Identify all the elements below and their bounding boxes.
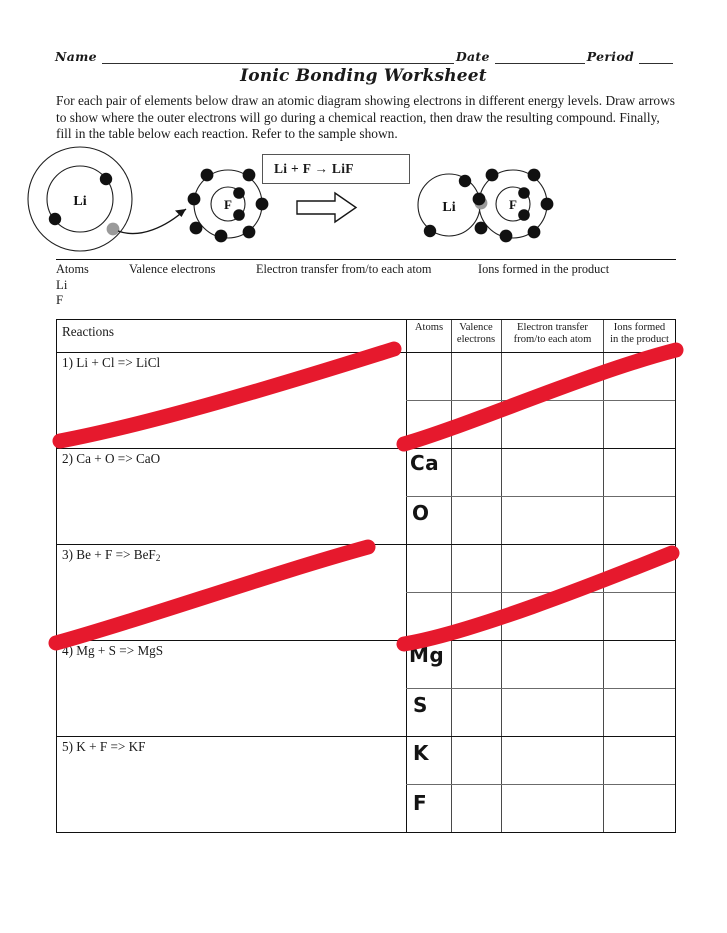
student-info-line	[55, 44, 675, 64]
table-column-divider	[501, 320, 502, 832]
sample-atom-list	[56, 278, 136, 308]
svg-text:F: F	[224, 197, 232, 212]
svg-text:Li: Li	[442, 200, 456, 215]
instructions-paragraph: For each pair of elements below draw an atomic diagram showing electrons in different energy levels. Draw arrows to show where the outer electrons will go during a chemical reaction, then draw the resulting compound. Finally, fill in the table below each reaction. Refer to the sample shown.	[56, 93, 675, 142]
col-header-atoms: Atoms	[414, 322, 444, 333]
handwritten-atom-ca: Ca	[410, 451, 440, 475]
table-subrow-divider	[406, 496, 675, 497]
sample-equation-box	[262, 154, 410, 184]
sample-divider-rule	[56, 259, 676, 260]
reaction-label-3: 3) Be + F => BeF$_2$	[62, 547, 161, 564]
valence-electron-gray	[107, 223, 120, 236]
reaction-label-4: 4) Mg + S => MgS	[62, 643, 164, 658]
sample-atom-row: Li	[56, 278, 68, 292]
electron-transfer-arrowhead	[175, 209, 186, 217]
table-subrow-divider	[406, 688, 675, 689]
sample-col-transfer: Electron transfer from/to each atom	[256, 262, 432, 276]
table-column-divider	[603, 320, 604, 832]
svg-text:Li: Li	[73, 194, 87, 209]
col-header-transfer: Electron transfer from/to each atom	[513, 322, 592, 345]
table-row-divider	[57, 640, 675, 641]
table-column-divider	[451, 320, 452, 832]
table-column-divider	[406, 320, 407, 832]
table-subrow-divider	[406, 784, 675, 785]
handwritten-atom-f: F	[413, 791, 428, 815]
table-row-divider	[57, 736, 675, 737]
table-subrow-divider	[406, 592, 675, 593]
handwritten-atom-s: S	[413, 693, 428, 717]
svg-text:F: F	[509, 197, 517, 212]
date-write-line[interactable]	[495, 52, 585, 64]
handwritten-atom-mg: Mg	[409, 643, 445, 667]
sample-col-valence: Valence electrons	[129, 262, 216, 276]
sample-col-ions: Ions formed in the product	[478, 262, 610, 276]
name-write-line[interactable]	[102, 52, 454, 64]
table-subrow-divider	[406, 400, 675, 401]
table-header-rule	[57, 352, 675, 353]
name-label: Name	[55, 49, 97, 64]
sample-equation-text: Li + F → LiF	[274, 161, 354, 176]
sample-col-atoms: Atoms	[56, 262, 89, 276]
period-write-line[interactable]	[639, 52, 673, 64]
reaction-label-2: 2) Ca + O => CaO	[62, 451, 161, 466]
reaction-arrow	[297, 193, 356, 222]
col-header-reactions: Reactions	[62, 324, 115, 339]
table-row-divider	[57, 544, 675, 545]
handwritten-atom-k: K	[413, 741, 429, 765]
sample-atom-row: F	[56, 293, 64, 307]
page-title: Ionic Bonding Worksheet	[240, 66, 487, 86]
reaction-label-5: 5) K + F => KF	[62, 739, 146, 754]
date-label: Date	[455, 49, 490, 64]
period-label: Period	[586, 49, 634, 64]
sample-column-headings	[56, 262, 676, 278]
reaction-label-1: 1) Li + Cl => LiCl	[62, 355, 161, 370]
reactions-table	[56, 319, 676, 833]
table-row-divider	[57, 448, 675, 449]
handwritten-atom-o: O	[412, 501, 430, 525]
col-header-ions: Ions formed in the product	[610, 322, 669, 345]
col-header-valence: Valence electrons	[456, 322, 496, 345]
